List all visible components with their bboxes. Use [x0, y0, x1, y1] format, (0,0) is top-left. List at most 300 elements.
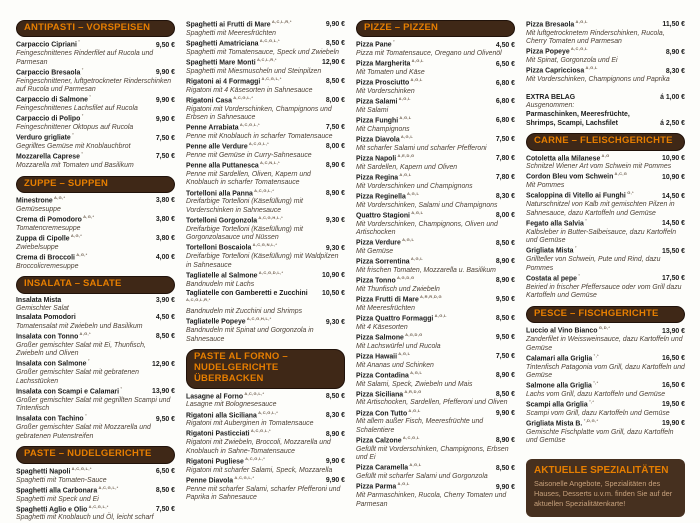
item-name: Pizza Con Tutto $^{A,G,L}$	[356, 407, 421, 417]
menu-item-row	[16, 387, 175, 397]
item-price: 9,90 €	[495, 409, 515, 417]
menu-item-row	[356, 192, 515, 202]
menu-item	[186, 161, 345, 188]
item-allergen-codes: A,C,G,L,*	[87, 503, 109, 509]
item-description: Feingeschnittener Oktopus auf Rucola	[16, 124, 134, 132]
menu-item	[186, 216, 345, 243]
item-name: Mozzarella Caprese °	[16, 151, 84, 161]
item-allergen-codes: A,G,*	[81, 213, 95, 219]
menu-item-row	[186, 20, 345, 30]
item-description: Mit Pommes	[526, 182, 565, 190]
menu-item-row	[356, 276, 515, 286]
item-allergen-codes: A,C,G,L,*	[252, 187, 275, 193]
menu-item-row	[16, 253, 175, 263]
item-name: Quattro Stagioni $^{A,G,L}$	[356, 209, 424, 220]
menu-item	[356, 276, 515, 294]
extra-topping-row	[526, 94, 685, 103]
menu-item	[186, 411, 345, 429]
menu-item	[526, 172, 685, 190]
item-price: 3,80 €	[155, 235, 175, 243]
item-description: Bandnudeln mit Zucchini und Shrimps	[186, 308, 303, 316]
menu-item	[16, 68, 175, 95]
item-description: Mit Vorderschinken, Champignons und Paprika	[526, 76, 670, 84]
item-description: Tintenfisch Patagonia vom Grill, dazu Kartoffeln und Gemüse	[526, 363, 685, 380]
item-allergen-codes: A,G,L	[396, 481, 410, 487]
item-name: Rigatoni ai 4 Formaggi $^{A,C,G,L,*}$	[186, 75, 282, 86]
menu-item	[356, 135, 515, 153]
item-allergen-codes: A,C,G,H,L,*	[245, 316, 272, 322]
menu-item	[526, 354, 685, 381]
item-name: Calamari alla Griglia °,*	[526, 352, 599, 362]
item-price: 8,00 €	[325, 143, 345, 151]
item-price: 8,00 €	[495, 212, 515, 220]
menu-item-row	[16, 314, 175, 323]
item-price: 8,50 €	[495, 390, 515, 398]
item-allergen-codes: A,G,*	[69, 232, 83, 238]
item-description: Mit Artischocken, Sardellen, Pfefferoni und Oliven	[356, 399, 508, 407]
item-price: 7,80 €	[495, 155, 515, 163]
item-price: 9,50 €	[495, 296, 515, 304]
item-name: Pizza Prosciutto $^{A,G,L}$	[356, 77, 423, 87]
item-price: 8,50 €	[325, 78, 345, 86]
menu-item	[186, 39, 345, 57]
menu-item	[356, 295, 515, 313]
item-price: 4,50 €	[495, 41, 515, 49]
item-price: 8,50 €	[155, 486, 175, 494]
item-name: Spaghetti Napoli $^{A,C,G,L,*}$	[16, 465, 92, 476]
menu-item	[356, 78, 515, 96]
item-allergen-codes: A,R,D,G	[403, 388, 422, 394]
item-name: Carpaccio Bresaola °	[16, 66, 84, 77]
item-allergen-codes: A,C,G,L,*	[238, 122, 260, 128]
item-description: Schnitzel Wiener Art vom Schwein mit Pommes	[526, 163, 672, 171]
item-allergen-codes: A,C,N,L,*	[258, 160, 280, 166]
item-name: Pizza Verdure $^{A,G,L}$	[356, 237, 415, 247]
section-header-label: PASTE AL FORNO – NUDELGERICHTE ÜBERBACKEN	[194, 351, 288, 385]
item-description: Mit scharfer Salami und scharfer Pfefferoni	[356, 144, 487, 152]
item-description: Großer gemischter Salat mit Ei, Thunfisch, Zwiebeln und Oliven	[16, 341, 146, 358]
menu-item-row	[356, 97, 515, 107]
item-allergen-codes: °,D,G,*	[582, 418, 599, 424]
menu-item-row	[16, 505, 175, 515]
menu-item	[356, 97, 515, 115]
item-name: Spaghetti alla Carbonara $^{A,C,G,L,*}$	[16, 484, 119, 494]
item-allergen-codes: °	[83, 413, 87, 419]
menu-item	[526, 219, 685, 246]
item-name: Spaghetti Mare Monti $^{A,C,L,R,*}$	[186, 56, 277, 67]
item-name: Pizza Popeye $^{A,C,G,L}$	[526, 46, 588, 56]
item-name: Carpaccio Cipriani °	[16, 39, 81, 49]
item-name: Spaghetti Aglio e Olio $^{A,C,G,L,*}$	[16, 503, 109, 513]
menu-item	[16, 387, 175, 414]
item-allergen-codes: A,G,L	[409, 77, 423, 83]
item-price: 9,90 €	[325, 458, 345, 466]
menu-item	[356, 40, 515, 58]
menu-item-row	[186, 77, 345, 87]
item-description: Penne mit Knoblauch in scharfer Tomatensauce	[186, 133, 333, 141]
menu-column-2	[186, 20, 345, 523]
item-price: 8,90 €	[495, 437, 515, 445]
item-allergen-codes: A,G	[600, 152, 610, 158]
item-description: Mit allem außer Fisch, Meeresfrüchte und Schalentiere	[356, 418, 484, 434]
item-price: 11,50 €	[662, 21, 685, 29]
item-description: Mit Tomaten und Käse	[356, 69, 425, 77]
item-price: 6,50 €	[495, 60, 515, 68]
menu-item-row	[186, 290, 345, 308]
menu-item-row	[356, 78, 515, 88]
item-name: Scaloppina di Vitello ai Funghi $^{G,*}$	[526, 190, 634, 200]
extra-topping-exceptions-row	[526, 111, 685, 128]
menu-item-row	[186, 271, 345, 281]
section-header-label: ZUPPE – SUPPEN	[24, 177, 109, 189]
menu-column-3	[356, 20, 515, 523]
item-allergen-codes: °	[88, 94, 92, 100]
menu-item-row	[526, 274, 685, 284]
menu-item	[356, 482, 515, 509]
item-price: 15,50 €	[662, 247, 685, 255]
menu-item	[526, 47, 685, 65]
menu-item-row	[16, 467, 175, 477]
item-name: Tagliatelle con Gamberetti e Zucchini $^{A,C,G,L,R,*}$	[186, 289, 308, 303]
item-allergen-codes: A,C,G,L,*	[233, 474, 255, 480]
item-price: 8,50 €	[325, 40, 345, 48]
item-price: 7,50 €	[155, 153, 175, 161]
item-allergen-codes: A,G,D,G	[395, 275, 415, 281]
item-name: Pizza Salami $^{A,G,L}$	[356, 96, 411, 106]
menu-item-row	[526, 172, 685, 182]
menu-item	[16, 215, 175, 233]
item-price: 16,50 €	[662, 382, 685, 390]
item-description: Naturschnitzel von Kalb mit gemischten Pilzen in Sahnesauce, dazu Kartoffeln und Gemüse	[526, 201, 675, 217]
item-allergen-codes: A,G,L	[405, 190, 420, 196]
item-name: Lasagne al Forno $^{A,C,G,L,*}$	[186, 390, 265, 400]
item-name: Pizza Quattro Formaggi $^{A,G,L}$	[356, 312, 447, 323]
item-description: Mit Vorderschinken	[356, 88, 415, 96]
item-name: Grigliata Mista °	[526, 245, 577, 255]
item-price: 9,90 €	[325, 477, 345, 485]
menu-item	[186, 457, 345, 475]
item-price: 4,00 €	[155, 254, 175, 262]
item-description: Mit Vorderschinken, Salami und Champignons	[356, 201, 498, 209]
menu-item-row	[16, 332, 175, 342]
menu-item	[356, 371, 515, 389]
item-name: Pizza Regina $^{A,G,L}$	[356, 171, 412, 182]
extra-topping-price-2: á 2,50 €	[660, 119, 685, 127]
section-header-label: PESCE – FISCHGERICHTE	[534, 307, 659, 319]
item-allergen-codes: A,C,G,L,*	[256, 409, 279, 415]
item-name: Insalata Mista	[16, 296, 62, 304]
menu-item	[16, 314, 175, 331]
item-name: Penne Diavola $^{A,C,G,L,*}$	[186, 474, 255, 485]
menu-item	[356, 154, 515, 172]
item-description: Mit Gemüse	[356, 248, 394, 256]
menu-item	[526, 274, 685, 301]
item-description: Mit Salami, Speck, Zwiebeln und Mais	[356, 380, 473, 388]
menu-column-4	[526, 20, 685, 523]
item-allergen-codes: A,G,L	[409, 256, 424, 262]
item-description: Gemischter Salat	[16, 305, 69, 313]
item-allergen-codes: A,G,L	[398, 115, 412, 121]
menu-item	[356, 192, 515, 210]
item-description: Mit Parmaschinken, Rucola, Cherry Tomaten und Parmesan	[356, 492, 507, 508]
item-price: 14,50 €	[662, 220, 685, 228]
item-name: Pizza Reginella $^{A,G,L}$	[356, 190, 420, 201]
item-name: Pizza Tonno $^{A,G,D,G}$	[356, 275, 415, 285]
menu-item-row	[186, 189, 345, 199]
item-allergen-codes: A,C,L,R,*	[255, 56, 277, 62]
item-name: Pizza Bresaola $^{A,G,L}$	[526, 19, 588, 29]
item-name: Crema di Broccoli $^{A,G,*}$	[16, 251, 88, 262]
item-price: 9,90 €	[155, 69, 175, 77]
item-description: Gemischte Fischplatte vom Grill, dazu Kartoffeln und Gemüse	[526, 428, 674, 445]
menu-column-1	[16, 20, 175, 523]
menu-item-row	[186, 429, 345, 439]
menu-item-row	[356, 333, 515, 343]
item-price: 6,80 €	[495, 98, 515, 106]
menu-item-row	[16, 486, 175, 496]
item-allergen-codes: A,G,L	[400, 237, 415, 243]
menu-item-row	[356, 173, 515, 183]
item-price: 7,50 €	[325, 124, 345, 132]
menu-item	[186, 77, 345, 95]
item-description: Mit Champignons	[356, 125, 410, 133]
item-name: Rigatoni Pasticciati $^{A,C,G,L,*}$	[186, 428, 271, 438]
item-name: Pizza Siciliana $^{A,R,D,G}$	[356, 388, 422, 398]
menu-item-row	[526, 20, 685, 30]
menu-item-row	[526, 400, 685, 410]
item-name: Tortelloni alla Panna $^{A,C,G,L,*}$	[186, 187, 275, 197]
item-name: Pizza Caramella $^{A,G,L}$	[356, 462, 422, 472]
item-allergen-codes: A,G,L	[398, 171, 412, 177]
menu-item-row	[186, 96, 345, 106]
item-name: Verduro grigliate °	[16, 132, 75, 142]
menu-item-row	[356, 371, 515, 381]
item-allergen-codes: A,C,G,L,*	[97, 484, 119, 490]
item-name: Grigliata Mista B. $^{^\circ,D,G,*}$	[526, 418, 599, 428]
item-description: Mit Vorderschinken und Champignons	[356, 182, 473, 190]
item-price: 9,50 €	[155, 415, 175, 423]
item-description: Rigatoni mit Auberginen in Tomatensauce	[186, 420, 314, 428]
item-allergen-codes: A,C,G,L,*	[243, 390, 265, 396]
item-name: Cordon Bleu vom Schwein $^{A,C,G}$	[526, 171, 628, 181]
menu-item	[526, 191, 685, 218]
item-name: Penne alla Puttanesca $^{A,C,N,L,*}$	[186, 160, 280, 170]
menu-item-row	[16, 196, 175, 206]
item-name: Pizza Hawaii $^{A,G,L}$	[356, 350, 411, 361]
item-allergen-codes: A,G,L	[397, 96, 411, 102]
item-name: Luccio al Vino Bianco $^{G,D,*}$	[526, 325, 611, 335]
item-description: Mit 4 Käsesorten	[356, 323, 408, 331]
menu-item-row	[186, 142, 345, 152]
section-header-label: CARNE – FLEISCHGERICHTE	[534, 135, 673, 147]
menu-item-row	[186, 317, 345, 327]
item-name: Carpaccio di Polipo °	[16, 113, 84, 123]
item-name: Costata al pepe °	[526, 272, 581, 283]
menu-item	[356, 436, 515, 463]
item-allergen-codes: A,C,G,L	[401, 434, 420, 440]
menu-item	[16, 359, 175, 386]
item-price: 13,90 €	[152, 388, 175, 396]
menu-item	[526, 154, 685, 172]
menu-item	[16, 505, 175, 523]
item-description: Feingeschnittenes Rinderfilet auf Rucola und Parmesan	[16, 50, 154, 66]
item-description: Spaghetti mit Meeresfrüchten	[186, 29, 277, 37]
extra-topping-price: á 1,00 €	[660, 93, 685, 101]
section-header-label: PIZZE – PIZZEN	[364, 22, 439, 33]
item-price: 9,30 €	[325, 217, 345, 225]
item-description: Mit Sardellen, Kapern und Oliven	[356, 163, 458, 171]
menu-item	[186, 243, 345, 270]
item-description: Rigatoni mit 4 Käsesorten in Sahnesauce	[186, 86, 313, 94]
specials-box-text: Saisonelle Angebote, Spezialitäten des Hauses, Desserts u.v.m. finden Sie auf der aktuellen Spezialitätenkarte!	[534, 479, 673, 508]
item-allergen-codes: A,C,G,N,L,*	[251, 242, 278, 248]
menu-item	[356, 238, 515, 256]
item-description: Mit Lachswürfel und Rucola	[356, 342, 441, 350]
section-header	[16, 446, 175, 463]
menu-item-row	[16, 40, 175, 50]
specials-box-title: AKTUELLE SPEZIALITÄTEN	[534, 465, 669, 476]
menu-item	[526, 419, 685, 446]
menu-item-row	[186, 216, 345, 226]
menu-item-row	[186, 457, 345, 467]
item-price: 8,50 €	[155, 333, 175, 341]
section-header	[16, 176, 175, 193]
item-description: Mit Salami	[356, 107, 389, 115]
item-description: Zanderfilet in Weissweinsauce, dazu Kartoffeln und Gemüse	[526, 336, 683, 352]
menu-item	[186, 317, 345, 344]
item-price: 10,90 €	[662, 173, 685, 181]
item-price: 10,90 €	[662, 154, 685, 162]
item-name: Spaghetti Amatriciana $^{A,C,G,L,*}$	[186, 37, 280, 48]
menu-item-row	[526, 419, 685, 429]
item-description: Pizza mit Tomatensauce, Oregano und Olivenöl	[356, 50, 502, 58]
item-name: Pizza Capricciosa $^{A,G,L}$	[526, 65, 598, 75]
menu-item	[356, 314, 515, 332]
item-price: 3,90 €	[155, 296, 175, 304]
menu-item-row	[16, 68, 175, 78]
item-description: Großer gemischter Salat mit gebratenen Lachsstücken	[16, 369, 139, 385]
item-price: 9,30 €	[325, 318, 345, 326]
item-price: 7,50 €	[495, 353, 515, 361]
menu-item-row	[16, 95, 175, 105]
item-description: Mit Meeresfrüchten	[356, 304, 415, 312]
item-description: Spaghetti mit Tomatensauce, Speck und Zwiebeln	[186, 48, 339, 56]
item-allergen-codes: G,D,*	[597, 325, 611, 331]
item-description: Dreifarbige Tortelloni (Käsefüllung) mit Gorgonzolasauce und Nüssen	[186, 225, 303, 242]
item-price: 8,90 €	[325, 189, 345, 197]
item-allergen-codes: A,C,G,L	[569, 46, 588, 52]
menu-item	[526, 326, 685, 353]
item-description: Feingeschnittener, luftgetrockneter Rinderschinken auf Rucola und Parmesan	[16, 77, 172, 94]
item-price: 9,90 €	[155, 96, 175, 104]
item-name: Salmone alla Griglia °,*	[526, 380, 599, 390]
section-header	[526, 306, 685, 323]
item-allergen-codes: °	[576, 272, 581, 278]
item-price: 8,00 €	[325, 96, 345, 104]
item-price: 9,50 €	[155, 41, 175, 49]
menu-item	[526, 246, 685, 273]
item-name: Crema di Pomodoro $^{A,G,*}$	[16, 213, 95, 224]
item-name: Carpaccio di Salmone °	[16, 94, 92, 104]
menu-item	[16, 152, 175, 170]
item-description: Spaghetti mit Miesmuscheln und Steinpilzen	[186, 67, 322, 75]
item-name: Tortelloni Boscaiola $^{A,C,G,N,L,*}$	[186, 242, 278, 252]
menu-item-row	[356, 135, 515, 145]
item-price: 4,50 €	[155, 314, 175, 322]
item-description: Dreifarbige Tortelloni (Käsefüllung) mit Vorderschinken in Sahnesauce	[186, 198, 303, 214]
item-name: Pizza Sorrentina $^{A,G,L}$	[356, 256, 424, 266]
item-name: Tortelloni Gorgonzola $^{A,C,G,H,L,*}$	[186, 214, 283, 225]
menu-item-row	[16, 215, 175, 225]
menu-item-row	[356, 295, 515, 305]
item-allergen-codes: A,G,L	[409, 209, 424, 215]
item-allergen-codes: °	[573, 245, 577, 251]
menu-item	[186, 476, 345, 503]
item-price: 10,50 €	[322, 289, 345, 297]
item-allergen-codes: °	[76, 39, 81, 45]
item-price: 19,50 €	[662, 401, 685, 409]
menu-item	[16, 297, 175, 314]
menu-item-row	[16, 234, 175, 244]
item-price: 8,50 €	[495, 239, 515, 247]
item-description: Grillteller von Schwein, Pute und Rind, dazu Pommes	[526, 256, 661, 272]
item-price: 9,90 €	[495, 483, 515, 491]
item-allergen-codes: A,C,G,L,*	[260, 75, 282, 81]
menu-item	[16, 486, 175, 504]
item-description: Tomatencremesuppe	[16, 224, 81, 232]
specials-box	[526, 459, 685, 517]
menu-item	[186, 429, 345, 456]
item-name: Penne Arrabiata $^{A,C,G,L,*}$	[186, 122, 260, 132]
item-allergen-codes: A,C,G,L,*	[243, 455, 266, 461]
menu-item	[16, 467, 175, 485]
item-name: Tagliatelle Popeye $^{A,C,G,H,L,*}$	[186, 316, 272, 326]
item-allergen-codes: A,C,G,H,L,*	[257, 214, 283, 220]
item-allergen-codes: A,G,L	[433, 312, 447, 318]
item-price: 8,30 €	[495, 193, 515, 201]
item-description: Gegrilltes Gemüse mit Knoblauchbrot	[16, 143, 131, 151]
item-price: 7,80 €	[495, 174, 515, 182]
item-description: Bandnudeln mit Spinat und Gorgonzola in Sahnesauce	[186, 327, 314, 343]
item-description: Spaghetti mit Knoblauch und Öl, leicht scharf	[16, 514, 154, 522]
item-name: Pizza Frutti di Mare $^{A,R,R,D,G}$	[356, 293, 442, 304]
item-name: Spaghetti ai Frutti di Mare $^{A,C,L,R,*}$	[186, 19, 292, 29]
item-description: Zwiebelsuppe	[16, 243, 59, 251]
extra-topping-exception-label: Ausgenommen:	[526, 102, 575, 110]
item-name: Scampi alla Griglia °,*	[526, 399, 595, 409]
item-allergen-codes: A,C,G,L,R,*	[186, 297, 211, 303]
menu-item	[186, 189, 345, 216]
item-name: Pizza Contadina $^{A,G,L}$	[356, 369, 423, 379]
menu-item-row	[356, 436, 515, 446]
item-allergen-codes: °	[583, 217, 588, 223]
menu-item	[356, 352, 515, 370]
section-header-label: INSALATA – SALATE	[24, 278, 122, 290]
item-price: 8,90 €	[665, 48, 685, 56]
item-allergen-codes: °,*	[592, 352, 599, 358]
item-price: 8,50 €	[495, 315, 515, 323]
menu-item	[186, 20, 345, 38]
item-name: Pizza Calzone $^{A,C,G,L}$	[356, 434, 420, 445]
item-name: Zuppa di Cipolle $^{A,G,*}$	[16, 232, 83, 243]
item-description: Tomatensalat mit Zwiebeln und Basilikum	[16, 322, 143, 330]
menu-item	[526, 20, 685, 47]
item-description: Spaghetti mit Speck und Ei	[16, 495, 99, 503]
item-price: 19,90 €	[662, 420, 685, 428]
item-description: Dreifarbige Tortelloni (Käsefüllung) mit Waldpilzen in Sahnesauce	[186, 253, 339, 269]
section-header	[186, 349, 345, 388]
item-name: Insalata Pomodori	[16, 314, 76, 322]
